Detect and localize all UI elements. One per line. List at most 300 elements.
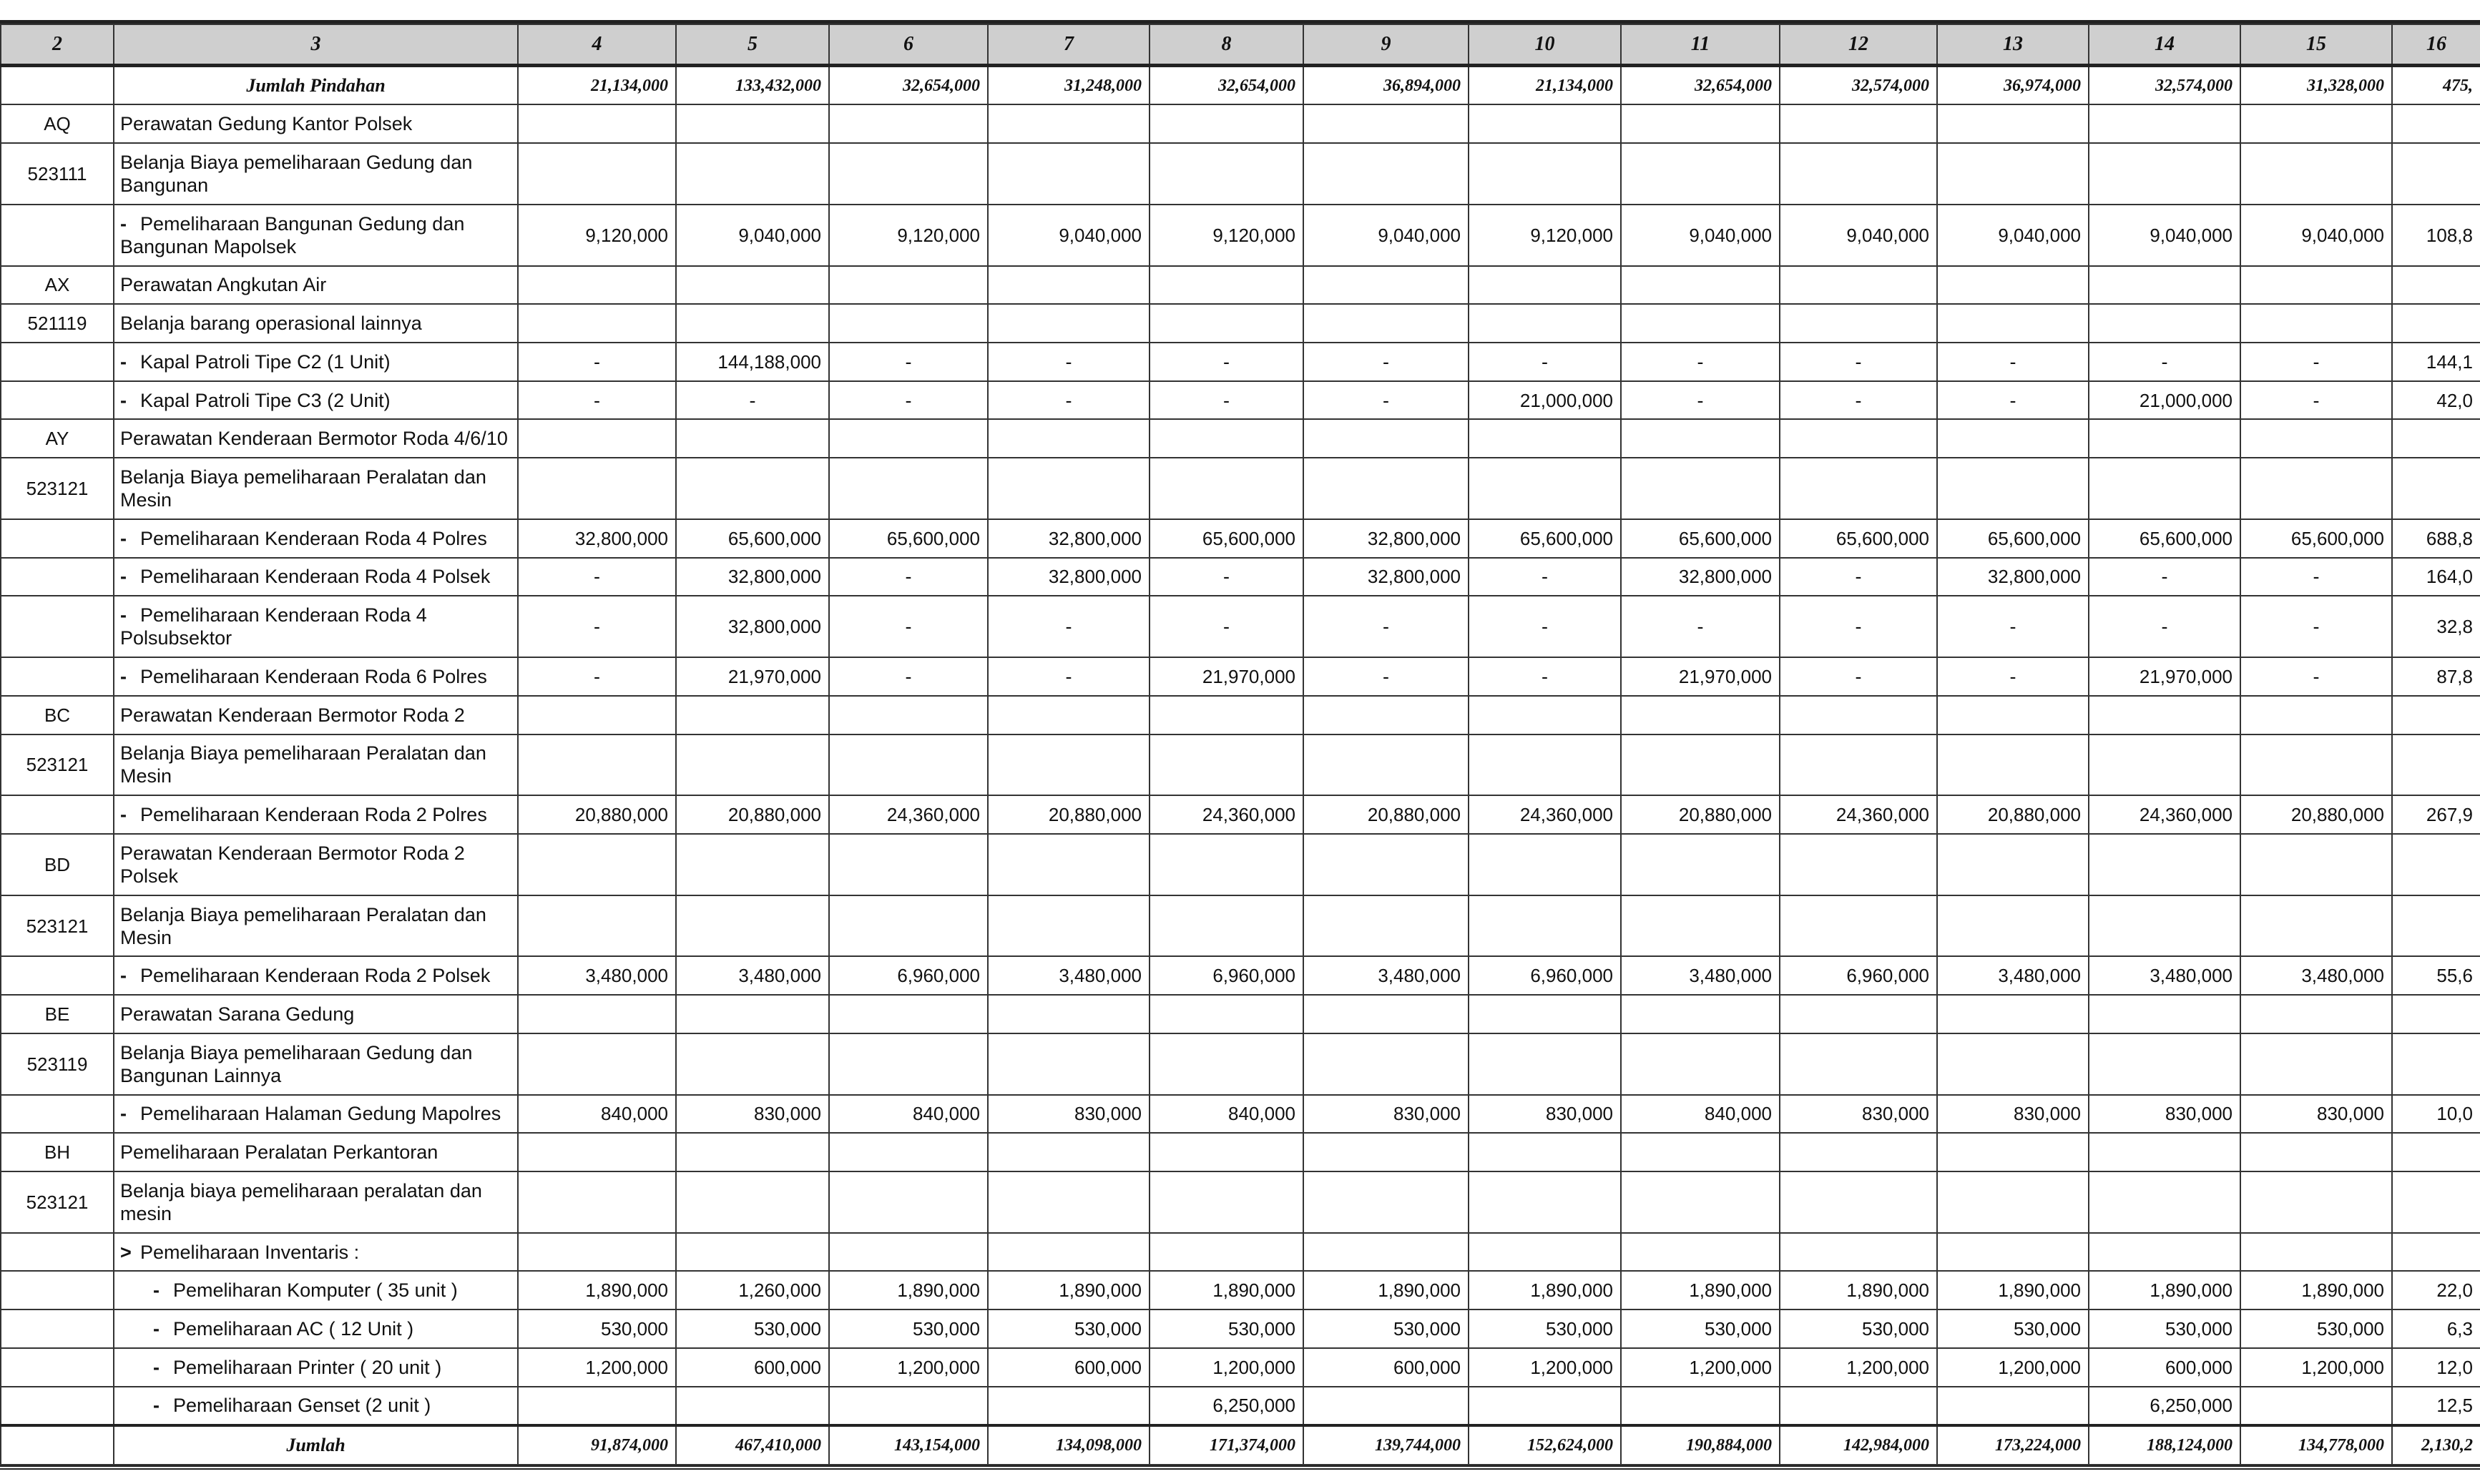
amount-cell (829, 895, 988, 957)
account-code: 523111 (1, 143, 114, 205)
amount-cell (2089, 1171, 2240, 1233)
amount-cell: - (1469, 657, 1621, 696)
total-value: 134,098,000 (988, 1425, 1150, 1465)
carried-value: 32,654,000 (829, 65, 988, 104)
description-text: Pemeliharaan Kenderaan Roda 4 Polsubsektor (120, 604, 427, 649)
amount-cell (988, 1171, 1150, 1233)
budget-table (0, 24, 2480, 1465)
account-code (1, 1387, 114, 1426)
amount-cell: 9,040,000 (988, 205, 1150, 266)
amount-cell: 24,360,000 (1469, 795, 1621, 834)
row-description (114, 1133, 518, 1171)
amount-cell (676, 895, 829, 957)
amount-cell: - (2240, 381, 2392, 420)
amount-cell (1937, 734, 2089, 796)
amount-cell: 1,890,000 (1621, 1271, 1780, 1309)
account-code: AY (1, 419, 114, 458)
amount-cell: 3,480,000 (1937, 956, 2089, 995)
amount-cell: 20,880,000 (1621, 795, 1780, 834)
amount-cell (988, 696, 1150, 734)
amount-cell: - (518, 596, 676, 657)
amount-cell (676, 1133, 829, 1171)
row-description (114, 381, 518, 420)
column-header-7: 7 (988, 24, 1150, 65)
amount-cell: 3,480,000 (1303, 956, 1469, 995)
amount-cell: 9,120,000 (1469, 205, 1621, 266)
amount-cell (518, 266, 676, 305)
amount-cell: - (1150, 558, 1303, 596)
amount-cell: 9,040,000 (676, 205, 829, 266)
amount-cell (1937, 696, 2089, 734)
amount-cell (2089, 104, 2240, 143)
amount-cell: - (829, 596, 988, 657)
amount-cell: 65,600,000 (1780, 519, 1937, 558)
amount-cell: 3,480,000 (988, 956, 1150, 995)
description-text: Belanja Biaya pemeliharaan Peralatan dan Mesin (120, 903, 486, 948)
account-row (1, 1033, 2480, 1095)
account-code (1, 1233, 114, 1272)
amount-cell (988, 1033, 1150, 1095)
amount-cell (518, 834, 676, 895)
item-marker: - (120, 350, 127, 373)
amount-cell (1150, 995, 1303, 1033)
amount-cell: 55,6 (2392, 956, 2480, 995)
amount-cell: - (676, 381, 829, 420)
amount-cell (1621, 696, 1780, 734)
amount-cell (518, 419, 676, 458)
amount-cell (1303, 304, 1469, 343)
carried-over-row (1, 65, 2480, 104)
amount-cell: 20,880,000 (518, 795, 676, 834)
item-row (1, 596, 2480, 657)
account-code (1, 381, 114, 420)
amount-cell: - (1303, 381, 1469, 420)
row-description (114, 1387, 518, 1426)
amount-cell (1469, 143, 1621, 205)
account-code: BH (1, 1133, 114, 1171)
row-description (114, 795, 518, 834)
amount-cell (2089, 304, 2240, 343)
total-value: 152,624,000 (1469, 1425, 1621, 1465)
amount-cell (1621, 1233, 1780, 1272)
amount-cell (2089, 895, 2240, 957)
amount-cell (676, 1233, 829, 1272)
amount-cell (988, 266, 1150, 305)
amount-cell (1469, 1387, 1621, 1426)
carried-value: 133,432,000 (676, 65, 829, 104)
amount-cell (2240, 1171, 2392, 1233)
column-header-8: 8 (1150, 24, 1303, 65)
amount-cell: 21,970,000 (2089, 657, 2240, 696)
row-description (114, 205, 518, 266)
description-text: Belanja Biaya pemeliharaan Gedung dan Bangunan (120, 152, 473, 197)
amount-cell: - (1937, 343, 2089, 381)
item-marker: - (120, 804, 127, 826)
amount-cell: - (518, 343, 676, 381)
description-text: Pemeliharaan Peralatan Perkantoran (120, 1141, 438, 1164)
amount-cell (829, 834, 988, 895)
amount-cell (2240, 1233, 2392, 1272)
amount-cell (518, 458, 676, 519)
amount-cell (988, 304, 1150, 343)
amount-cell (1937, 1171, 2089, 1233)
amount-cell (829, 266, 988, 305)
amount-cell (1780, 995, 1937, 1033)
amount-cell (829, 143, 988, 205)
total-value: 2,130,2 (2392, 1425, 2480, 1465)
amount-cell (1150, 143, 1303, 205)
amount-cell: 12,0 (2392, 1348, 2480, 1387)
account-code (1, 519, 114, 558)
amount-cell (1303, 895, 1469, 957)
amount-cell (2089, 696, 2240, 734)
amount-cell (2089, 458, 2240, 519)
table-body (1, 24, 2480, 1465)
amount-cell: 6,960,000 (1469, 956, 1621, 995)
account-row (1, 734, 2480, 796)
amount-cell (1937, 104, 2089, 143)
amount-cell (1303, 995, 1469, 1033)
amount-cell: 32,8 (2392, 596, 2480, 657)
total-value: 91,874,000 (518, 1425, 676, 1465)
item-row (1, 956, 2480, 995)
amount-cell (1780, 1171, 1937, 1233)
row-description (114, 304, 518, 343)
amount-cell: - (1937, 381, 2089, 420)
amount-cell: 6,3 (2392, 1309, 2480, 1348)
description-text: Kapal Patroli Tipe C2 (1 Unit) (140, 350, 391, 373)
amount-cell: - (1469, 343, 1621, 381)
account-code (1, 1309, 114, 1348)
row-description (114, 1348, 518, 1387)
amount-cell (1937, 143, 2089, 205)
carried-value: 475, (2392, 65, 2480, 104)
column-header-2: 2 (1, 24, 114, 65)
amount-cell: 65,600,000 (2089, 519, 2240, 558)
amount-cell (1150, 1233, 1303, 1272)
amount-cell (2392, 104, 2480, 143)
amount-cell (1150, 834, 1303, 895)
total-value: 188,124,000 (2089, 1425, 2240, 1465)
amount-cell (1780, 734, 1937, 796)
carried-value: 21,134,000 (518, 65, 676, 104)
amount-cell (2089, 1033, 2240, 1095)
amount-cell: 1,890,000 (1150, 1271, 1303, 1309)
amount-cell (1303, 266, 1469, 305)
row-description (114, 104, 518, 143)
account-row (1, 834, 2480, 895)
amount-cell (2240, 734, 2392, 796)
amount-cell: 24,360,000 (829, 795, 988, 834)
amount-cell: 21,000,000 (2089, 381, 2240, 420)
description-text: Pemeliharaan Kenderaan Roda 2 Polres (140, 804, 487, 826)
description-text: Pemeliharaan Printer ( 20 unit ) (173, 1356, 442, 1378)
amount-cell (829, 1171, 988, 1233)
amount-cell (2392, 834, 2480, 895)
amount-cell: - (1937, 657, 2089, 696)
row-description (114, 895, 518, 957)
amount-cell: - (1150, 596, 1303, 657)
amount-cell (1150, 419, 1303, 458)
amount-cell (1303, 1033, 1469, 1095)
total-value: 142,984,000 (1780, 1425, 1937, 1465)
amount-cell (2392, 696, 2480, 734)
column-header-13: 13 (1937, 24, 2089, 65)
amount-cell (1780, 1387, 1937, 1426)
amount-cell: 530,000 (1150, 1309, 1303, 1348)
amount-cell (1621, 1387, 1780, 1426)
item-row (1, 519, 2480, 558)
amount-cell: - (1150, 343, 1303, 381)
description-text: Pemeliharaan Kenderaan Roda 4 Polsek (140, 566, 491, 588)
amount-cell (676, 834, 829, 895)
amount-cell (1780, 104, 1937, 143)
description-text: Perawatan Sarana Gedung (120, 1003, 355, 1025)
amount-cell: 530,000 (1621, 1309, 1780, 1348)
amount-cell (1303, 104, 1469, 143)
amount-cell: 3,480,000 (2089, 956, 2240, 995)
account-code (1, 956, 114, 995)
row-description (114, 1033, 518, 1095)
amount-cell: 9,120,000 (518, 205, 676, 266)
account-code: 523121 (1, 734, 114, 796)
account-code: 523121 (1, 1171, 114, 1233)
amount-cell: 1,890,000 (988, 1271, 1150, 1309)
item-marker: - (120, 965, 127, 987)
amount-cell: 32,800,000 (1303, 519, 1469, 558)
amount-cell: 600,000 (2089, 1348, 2240, 1387)
amount-cell (518, 1133, 676, 1171)
amount-cell (988, 104, 1150, 143)
amount-cell (829, 104, 988, 143)
item-row (1, 381, 2480, 420)
account-row (1, 696, 2480, 734)
row-description (114, 834, 518, 895)
amount-cell: 530,000 (1303, 1309, 1469, 1348)
amount-cell: - (518, 558, 676, 596)
amount-cell (1469, 419, 1621, 458)
item-row (1, 1348, 2480, 1387)
amount-cell: 830,000 (1937, 1095, 2089, 1134)
amount-cell (1469, 734, 1621, 796)
amount-cell (1621, 834, 1780, 895)
amount-cell (1621, 458, 1780, 519)
amount-cell: - (1303, 596, 1469, 657)
amount-cell (829, 458, 988, 519)
amount-cell: - (1469, 558, 1621, 596)
amount-cell: 21,970,000 (676, 657, 829, 696)
column-header-14: 14 (2089, 24, 2240, 65)
row-description (114, 995, 518, 1033)
amount-cell: 830,000 (988, 1095, 1150, 1134)
amount-cell (2392, 995, 2480, 1033)
item-marker: - (120, 212, 127, 235)
amount-cell (676, 696, 829, 734)
account-code: BD (1, 834, 114, 895)
amount-cell: 840,000 (1621, 1095, 1780, 1134)
account-row (1, 1133, 2480, 1171)
amount-cell (1937, 834, 2089, 895)
amount-cell: 530,000 (518, 1309, 676, 1348)
amount-cell: - (1621, 381, 1780, 420)
item-marker: - (153, 1356, 160, 1378)
column-header-4: 4 (518, 24, 676, 65)
amount-cell (2392, 895, 2480, 957)
amount-cell (2392, 304, 2480, 343)
description-text: Perawatan Kenderaan Bermotor Roda 4/6/10 (120, 428, 508, 450)
item-marker: - (120, 389, 127, 411)
amount-cell (2240, 304, 2392, 343)
description-text: Belanja barang operasional lainnya (120, 313, 422, 335)
amount-cell (518, 304, 676, 343)
amount-cell (676, 1033, 829, 1095)
item-marker: - (120, 566, 127, 588)
amount-cell: 1,200,000 (2240, 1348, 2392, 1387)
amount-cell (1150, 1033, 1303, 1095)
amount-cell (676, 266, 829, 305)
amount-cell: 600,000 (1303, 1348, 1469, 1387)
item-row (1, 343, 2480, 381)
item-row (1, 795, 2480, 834)
item-marker: - (153, 1317, 160, 1340)
amount-cell: 1,890,000 (1937, 1271, 2089, 1309)
amount-cell: 530,000 (676, 1309, 829, 1348)
account-row (1, 419, 2480, 458)
amount-cell: - (1621, 343, 1780, 381)
amount-cell (1780, 419, 1937, 458)
item-row (1, 1309, 2480, 1348)
amount-cell: 65,600,000 (1150, 519, 1303, 558)
account-row (1, 995, 2480, 1033)
amount-cell: 530,000 (1780, 1309, 1937, 1348)
amount-cell (518, 734, 676, 796)
description-text: Pemeliharaan Inventaris : (140, 1241, 360, 1263)
amount-cell: 32,800,000 (1303, 558, 1469, 596)
amount-cell (676, 1387, 829, 1426)
amount-cell: 530,000 (2240, 1309, 2392, 1348)
amount-cell: 830,000 (1469, 1095, 1621, 1134)
amount-cell: 9,040,000 (2240, 205, 2392, 266)
description-text: Pemeliharaan Kenderaan Roda 4 Polres (140, 527, 487, 549)
account-code (1, 558, 114, 596)
carried-value: 31,328,000 (2240, 65, 2392, 104)
description-text: Belanja Biaya pemeliharaan Peralatan dan Mesin (120, 466, 486, 511)
amount-cell (1621, 304, 1780, 343)
amount-cell: - (988, 381, 1150, 420)
amount-cell (1937, 1033, 2089, 1095)
amount-cell (1150, 734, 1303, 796)
item-row (1, 1387, 2480, 1426)
amount-cell (1150, 304, 1303, 343)
amount-cell (988, 143, 1150, 205)
amount-cell (1469, 1033, 1621, 1095)
amount-cell (1621, 895, 1780, 957)
amount-cell: 21,970,000 (1621, 657, 1780, 696)
account-code: AQ (1, 104, 114, 143)
amount-cell (829, 995, 988, 1033)
amount-cell (1780, 1133, 1937, 1171)
amount-cell (2089, 266, 2240, 305)
amount-cell (1780, 1033, 1937, 1095)
amount-cell: 65,600,000 (2240, 519, 2392, 558)
amount-cell (2089, 143, 2240, 205)
amount-cell: 840,000 (1150, 1095, 1303, 1134)
amount-cell (1469, 696, 1621, 734)
amount-cell (2392, 1171, 2480, 1233)
amount-cell (1780, 266, 1937, 305)
row-description (114, 143, 518, 205)
amount-cell: 267,9 (2392, 795, 2480, 834)
row-description (114, 1233, 518, 1272)
amount-cell (1937, 1133, 2089, 1171)
account-row (1, 104, 2480, 143)
amount-cell: 9,040,000 (1780, 205, 1937, 266)
carried-value: 36,974,000 (1937, 65, 2089, 104)
amount-cell (2240, 834, 2392, 895)
amount-cell (1621, 266, 1780, 305)
account-code: 523119 (1, 1033, 114, 1095)
description-text: Pemeliharaan Bangunan Gedung dan Bangunan Mapolsek (120, 212, 465, 257)
amount-cell: 10,0 (2392, 1095, 2480, 1134)
amount-cell (2240, 104, 2392, 143)
amount-cell: 65,600,000 (1937, 519, 2089, 558)
amount-cell (829, 1133, 988, 1171)
item-row (1, 558, 2480, 596)
amount-cell (1621, 734, 1780, 796)
account-code (1, 1348, 114, 1387)
amount-cell: 6,960,000 (829, 956, 988, 995)
amount-cell (829, 419, 988, 458)
amount-cell: 1,890,000 (1469, 1271, 1621, 1309)
item-marker: - (120, 604, 127, 626)
amount-cell (988, 995, 1150, 1033)
amount-cell (1469, 104, 1621, 143)
column-header-6: 6 (829, 24, 988, 65)
account-code: AX (1, 266, 114, 305)
column-header-row (1, 24, 2480, 65)
amount-cell (1150, 895, 1303, 957)
amount-cell (2240, 696, 2392, 734)
amount-cell: 9,040,000 (1937, 205, 2089, 266)
amount-cell: 530,000 (1937, 1309, 2089, 1348)
amount-cell (1150, 1171, 1303, 1233)
amount-cell (1937, 419, 2089, 458)
amount-cell: - (829, 558, 988, 596)
amount-cell: 830,000 (1780, 1095, 1937, 1134)
amount-cell: 164,0 (2392, 558, 2480, 596)
amount-cell (1469, 1233, 1621, 1272)
amount-cell (1303, 458, 1469, 519)
description-text: Perawatan Kenderaan Bermotor Roda 2 (120, 704, 465, 726)
amount-cell: 1,200,000 (1937, 1348, 2089, 1387)
amount-cell: 65,600,000 (829, 519, 988, 558)
amount-cell (2240, 895, 2392, 957)
amount-cell (1150, 458, 1303, 519)
description-text: Belanja Biaya pemeliharaan Gedung dan Bangunan Lainnya (120, 1041, 473, 1086)
amount-cell (2240, 419, 2392, 458)
amount-cell: 6,250,000 (2089, 1387, 2240, 1426)
amount-cell: 530,000 (2089, 1309, 2240, 1348)
description-text: Perawatan Angkutan Air (120, 274, 327, 296)
item-marker: - (153, 1279, 160, 1302)
account-code: 523121 (1, 458, 114, 519)
amount-cell: 21,970,000 (1150, 657, 1303, 696)
amount-cell: 20,880,000 (2240, 795, 2392, 834)
amount-cell: 20,880,000 (676, 795, 829, 834)
amount-cell (1150, 1133, 1303, 1171)
amount-cell (1469, 1171, 1621, 1233)
carried-value: 32,654,000 (1621, 65, 1780, 104)
